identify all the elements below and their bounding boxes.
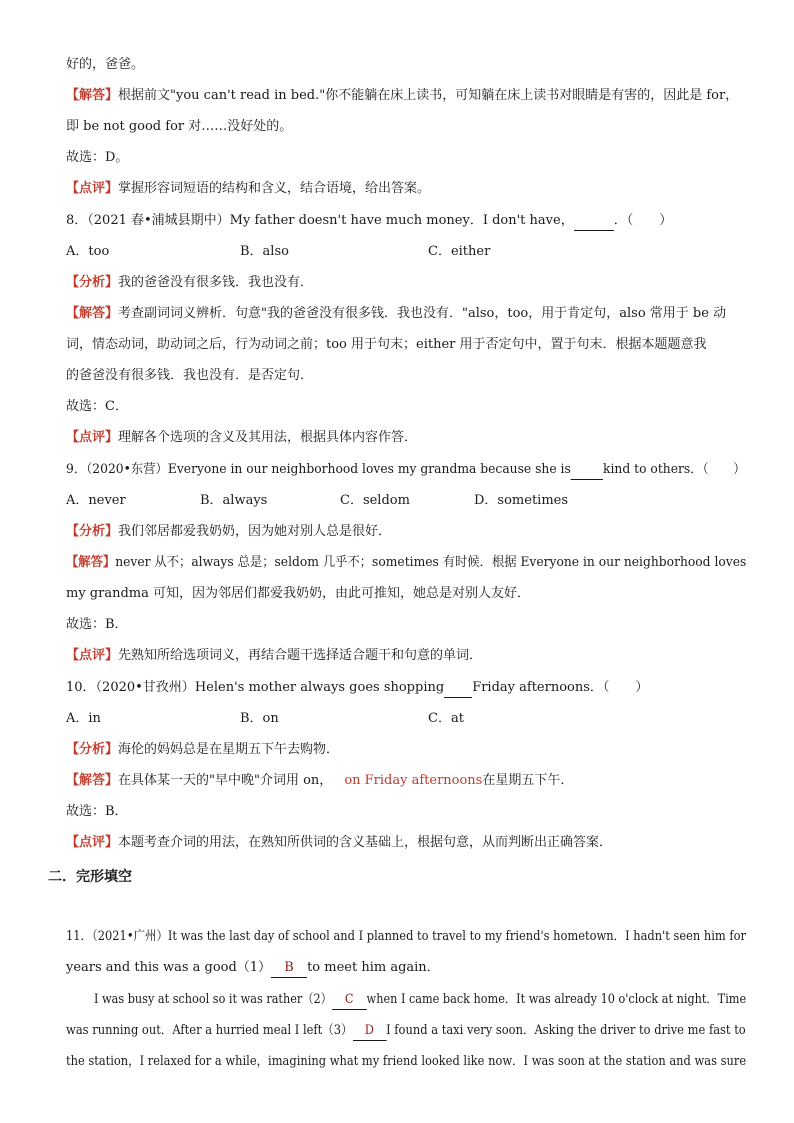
cloze-blank-2[interactable]: C — [332, 991, 367, 1010]
prev-continuation: 好的，爸爸。 — [66, 57, 145, 72]
q9-choice: 故选：B． — [66, 617, 128, 632]
q10-blank[interactable] — [444, 679, 472, 698]
q8-option-c[interactable]: C．either — [428, 244, 491, 259]
q10-option-b[interactable]: B．on — [240, 711, 279, 726]
q10-option-a[interactable]: A．in — [66, 711, 101, 726]
q10-choice: 故选：B． — [66, 804, 128, 819]
q9-answer-line2: my grandma 可知，因为邻居们都爱我奶奶，由此可推知，她总是对别人友好． — [66, 586, 530, 601]
q8-blank[interactable] — [574, 212, 614, 231]
q11-line2: years and this was a good（1） B to meet him again． — [66, 959, 746, 978]
q8-analysis: 【分析】我的爸爸没有很多钱．我也没有． — [66, 275, 314, 290]
q9-option-a[interactable]: A．never — [66, 493, 126, 508]
q8-option-a[interactable]: A．too — [66, 244, 110, 259]
q8-choice: 故选：C． — [66, 399, 128, 414]
prev-choice: 故选：D。 — [66, 150, 129, 165]
prev-comment: 【点评】掌握形容词短语的结构和含义，结合语境，给出答案。 — [66, 181, 431, 196]
q11-line3: I was busy at school so it was rather（2） C when I came back home．It was already 10 o'clock at night．Time — [94, 991, 659, 1010]
q9-option-c[interactable]: C．seldom — [340, 493, 410, 508]
answer-tag: 【解答】 — [66, 88, 119, 103]
q11-line4: was running out．After a hurried meal I left（3） D I found a taxi very soon．Asking the driver to drive me fast to — [66, 1022, 666, 1041]
q9-option-b[interactable]: B．always — [200, 493, 268, 508]
q11-line5: the station，I relaxed for a while，imagining what my friend looked like now．I was soon at the station and was sure — [66, 1054, 747, 1069]
q10-comment: 【点评】本题考查介词的用法，在熟知所供词的含义基础上，根据句意，从而判断出正确答案． — [66, 835, 613, 850]
prev-answer-line1: 【解答】根据前文"you can't read in bed."你不能躺在床上读书，可知躺在床上读书对眼睛是有害的，因此是 for， — [66, 88, 739, 103]
q8-stem: 8．（2021 春•浦城县期中）My father doesn't have much money．I don't have， ．（ ） — [66, 212, 746, 231]
q10-option-c[interactable]: C．at — [428, 711, 464, 726]
q9-blank[interactable] — [571, 461, 603, 480]
q9-stem: 9．（2020•东营）Everyone in our neighborhood loves my grandma because she is kind to others．（ ） — [66, 461, 710, 480]
cloze-blank-3[interactable]: D — [353, 1022, 387, 1041]
cloze-blank-1[interactable]: B — [271, 959, 307, 978]
q9-comment: 【点评】先熟知所给选项词义，再结合题干选择适合题干和句意的单词． — [66, 648, 483, 663]
q11-line1: 11．（2021•广州）It was the last day of school and I planned to travel to my friend's hometown．I hadn't seen him for — [66, 929, 747, 944]
section-heading-cloze: 二．完形填空 — [48, 869, 132, 885]
q9-option-d[interactable]: D．sometimes — [474, 493, 569, 508]
q10-stem: 10．（2020•甘孜州）Helen's mother always goes shopping Friday afternoons．（ ） — [66, 679, 746, 698]
q8-comment: 【点评】理解各个选项的含义及其用法，根据具体内容作答． — [66, 430, 418, 445]
q10-answer: 【解答】在具体某一天的"早中晚"介词用 on， on Friday afternoons在星期五下午． — [66, 773, 574, 788]
q9-analysis: 【分析】我们邻居都爱我奶奶，因为她对别人总是很好． — [66, 524, 392, 539]
q10-analysis: 【分析】海伦的妈妈总是在星期五下午去购物． — [66, 742, 340, 757]
q8-answer-line1: 【解答】考查副词词义辨析．句意"我的爸爸没有很多钱．我也没有．"also，too，用于肯定句，also 常用于 be 动 — [66, 306, 727, 321]
q8-option-b[interactable]: B．also — [240, 244, 289, 259]
prev-answer-line2: 即 be not good for 对……没好处的。 — [66, 119, 293, 134]
q8-answer-line2: 词，情态动词，助动词之后，行为动词之前；too 用于句末；either 用于否定句中，置于句末．根据本题题意我 — [66, 337, 707, 352]
comment-tag: 【点评】 — [66, 181, 119, 196]
q9-answer-line1: 【解答】never 从不；always 总是；seldom 几乎不；sometimes 有时候．根据 Everyone in our neighborhood loves — [66, 555, 747, 570]
q8-answer-line3: 的爸爸没有很多钱．我也没有．是否定句． — [66, 368, 314, 383]
